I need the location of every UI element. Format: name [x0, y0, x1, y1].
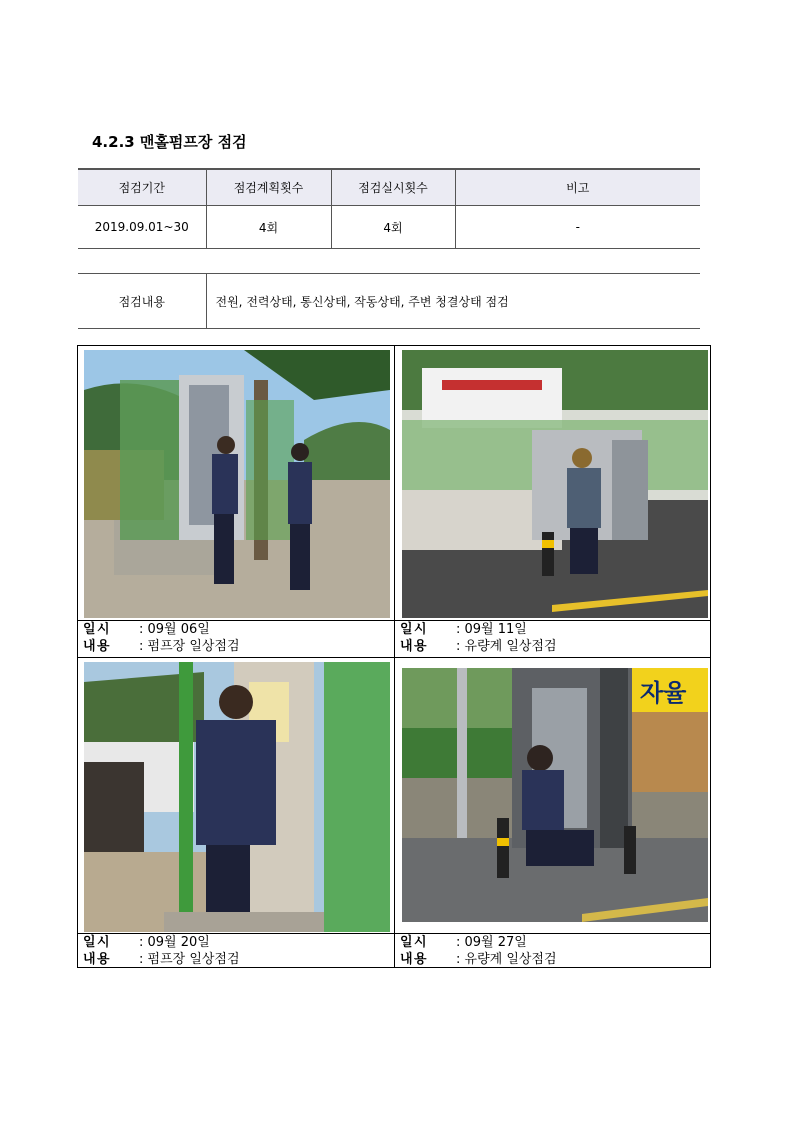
content-value: 전원, 전력상태, 통신상태, 작동상태, 주변 청결상태 점검	[206, 274, 700, 329]
inspection-summary-table	[78, 168, 700, 249]
photo-grid	[77, 345, 711, 968]
table-row	[78, 206, 700, 249]
photo-work-caption: 내용 : 펌프장 일상점검	[83, 952, 240, 967]
header-actual-count: 점검실시횟수	[331, 169, 455, 206]
table-header-row	[78, 169, 700, 206]
inspection-content-table	[78, 273, 700, 329]
section-heading: 4.2.3 맨홀펌프장 점검	[92, 133, 247, 151]
cell-remarks: -	[455, 206, 700, 249]
photo-date-caption: 일시 : 09월 20일	[78, 933, 394, 951]
photo-cell-2	[395, 346, 711, 657]
photo-date-caption: 일시 : 09월 27일	[395, 933, 711, 951]
content-label: 점검내용	[78, 274, 206, 329]
photo-pump-station-0920	[84, 662, 390, 932]
header-period: 점검기간	[78, 169, 206, 206]
photo-work-caption: 내용 : 유량계 일상점검	[400, 639, 557, 654]
photo-cell-1	[78, 346, 394, 657]
header-planned-count: 점검계획횟수	[206, 169, 331, 206]
banner-text: 자율	[640, 679, 687, 707]
photo-date-caption: 일시 : 09월 06일	[78, 620, 394, 638]
table-row	[78, 274, 700, 329]
photo-work-caption: 내용 : 펌프장 일상점검	[83, 639, 240, 654]
header-remarks: 비고	[455, 169, 700, 206]
photo-cell-3	[78, 658, 394, 967]
photo-date-caption: 일시 : 09월 11일	[395, 620, 711, 638]
cell-planned-count: 4회	[206, 206, 331, 249]
photo-flowmeter-0911	[402, 350, 708, 618]
photo-pump-station-0906	[84, 350, 390, 618]
photo-cell-4	[395, 658, 711, 967]
photo-flowmeter-0927	[402, 668, 708, 922]
cell-period: 2019.09.01~30	[78, 206, 206, 249]
cell-actual-count: 4회	[331, 206, 455, 249]
photo-work-caption: 내용 : 유량계 일상점검	[400, 952, 557, 967]
